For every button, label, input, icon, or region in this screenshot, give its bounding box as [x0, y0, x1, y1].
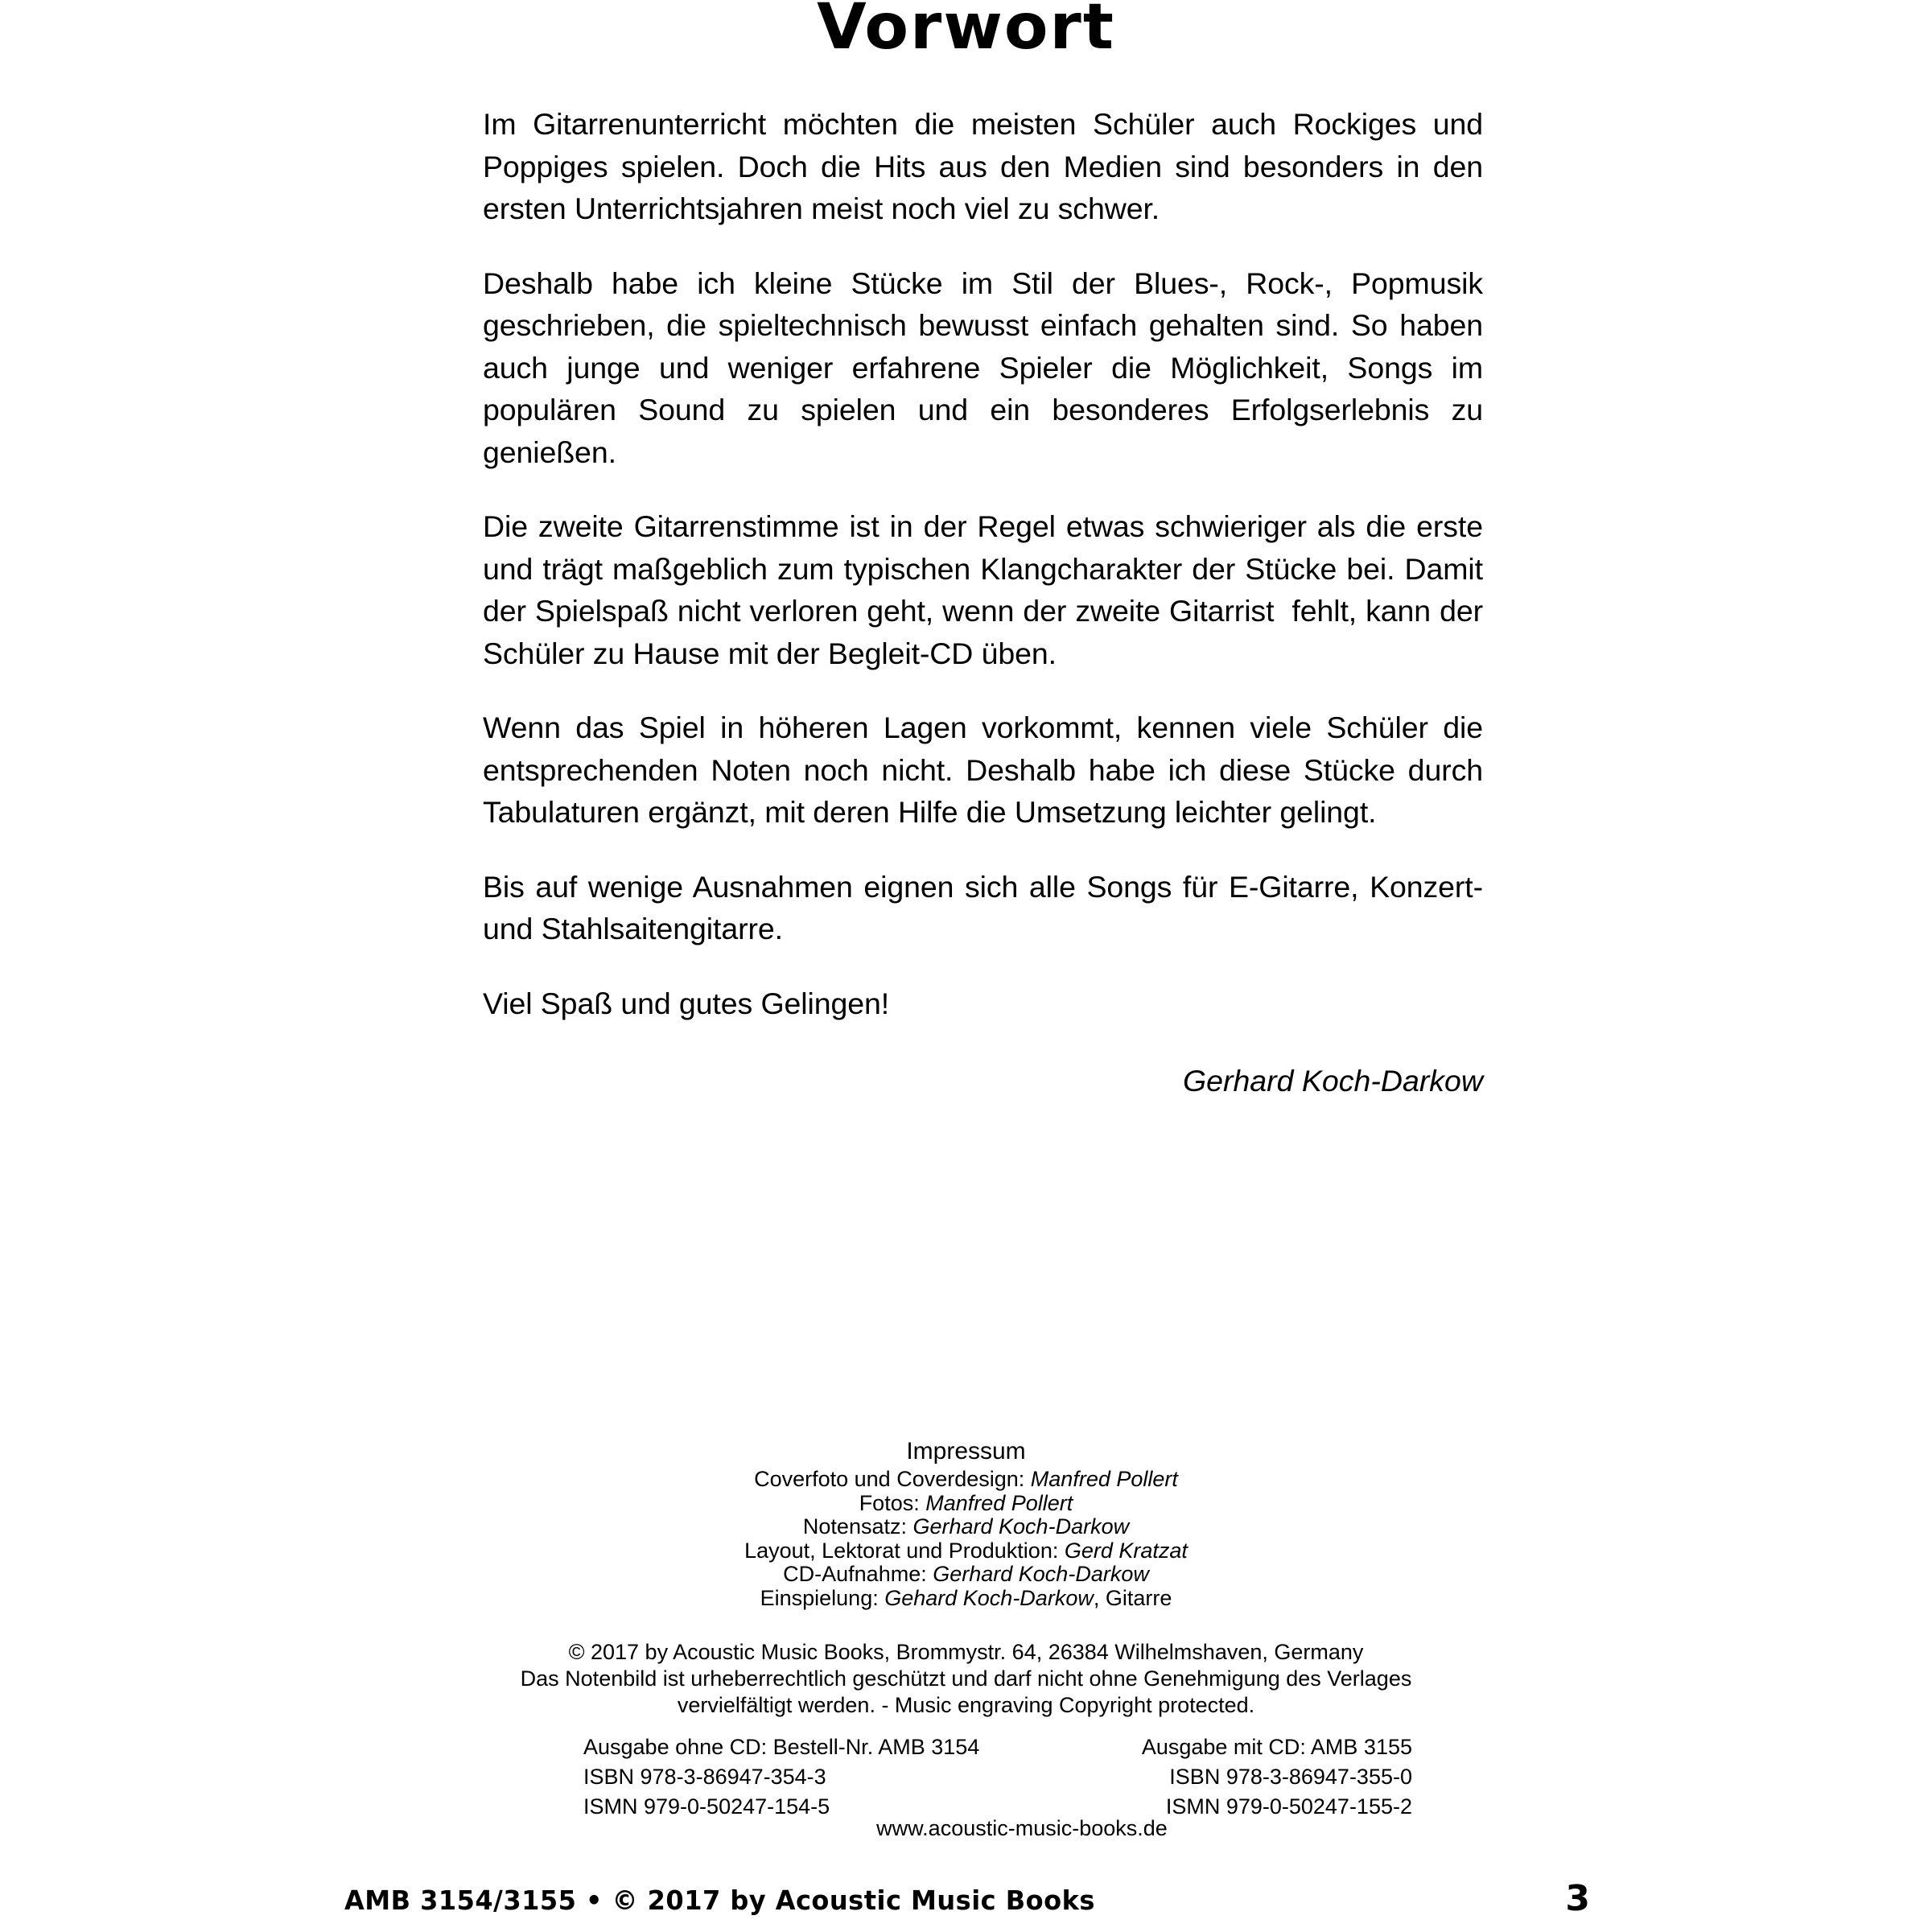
- page-title: Vorwort: [817, 0, 1115, 64]
- impressum-credit-label: CD-Aufnahme:: [783, 1562, 933, 1586]
- impressum-block: [0, 1437, 1932, 1610]
- preface-paragraph: Im Gitarrenunterricht möchten die meisten Schüler auch Rockiges und Poppiges spielen. Doch die Hits aus den Medien sind besonders in den ersten Unterrichtsjahren meist noch viel zu schwer.: [483, 107, 1492, 225]
- edition-row: [583, 1732, 1412, 1762]
- impressum-credit: [0, 1587, 1932, 1611]
- author-signature: Gerhard Koch-Darkow: [1182, 1064, 1483, 1098]
- edition-without-cd-ismn: ISMN 979-0-50247-154-5: [583, 1794, 830, 1819]
- preface-body: [483, 103, 1492, 1102]
- preface-paragraph: Deshalb habe ich kleine Stücke im Stil der Blues-, Rock-, Popmusik geschrieben, die spieltechnisch bewusst einfach gehalten sind. So haben auch junge und weniger erfahrene Spieler die Möglichkeit, Songs im populären Sound zu spielen und ein besonderes Erfolgserlebnis zu genießen.: [483, 266, 1492, 469]
- impressum-credit-name: Gehard Koch-Darkow: [884, 1585, 1094, 1610]
- impressum-credit-label: Notensatz:: [802, 1514, 913, 1539]
- impressum-heading: Impressum: [906, 1438, 1026, 1464]
- impressum-credit: [0, 1539, 1932, 1563]
- copyright-line: vervielfältigt werden. - Music engraving Copyright protected.: [677, 1693, 1255, 1717]
- edition-row: [583, 1762, 1412, 1792]
- impressum-credit: [0, 1515, 1932, 1539]
- impressum-credit-name: Gerhard Koch-Darkow: [912, 1514, 1130, 1539]
- impressum-credit: [0, 1492, 1932, 1516]
- edition-without-cd-isbn: ISBN 978-3-86947-354-3: [583, 1765, 826, 1789]
- impressum-credit-label: Layout, Lektorat und Produktion:: [744, 1538, 1065, 1563]
- editions-block: [583, 1732, 1412, 1822]
- edition-with-cd-order: Ausgabe mit CD: AMB 3155: [1141, 1735, 1412, 1759]
- impressum-credit-label: Coverfoto und Coverdesign:: [754, 1467, 1031, 1491]
- impressum-credit-name: Gerhard Koch-Darkow: [933, 1562, 1149, 1586]
- impressum-credit-name: Manfred Pollert: [925, 1490, 1073, 1515]
- impressum-credit: [0, 1468, 1932, 1492]
- edition-with-cd-isbn: ISBN 978-3-86947-355-0: [1169, 1765, 1412, 1789]
- footer-imprint: AMB 3154/3155 • © 2017 by Acoustic Music Books: [344, 1885, 1095, 1916]
- impressum-credit-label: Einspielung:: [760, 1585, 885, 1610]
- impressum-credit-name: Manfred Pollert: [1030, 1467, 1178, 1491]
- preface-paragraph: Viel Spaß und gutes Gelingen!: [483, 986, 890, 1020]
- preface-paragraph: Die zweite Gitarrenstimme ist in der Regel etwas schwieriger als die erste und trägt maßgeblich zum typischen Klangcharakter der Stücke bei. Damit der Spielspaß nicht verloren geht, wenn der zweite Gitarrist fehlt, kann der Schüler zu Hause mit der Begleit-CD üben.: [483, 509, 1492, 670]
- page-number: 3: [1565, 1878, 1590, 1919]
- preface-paragraph: Bis auf wenige Ausnahmen eignen sich alle Songs für E-Gitarre, Konzert- und Stahlsaitengitarre.: [483, 869, 1492, 945]
- preface-paragraph: Wenn das Spiel in höheren Lagen vorkommt, kennen viele Schüler die entsprechenden Noten noch nicht. Deshalb habe ich diese Stücke durch Tabulaturen ergänzt, mit deren Hilfe die Umsetzung leichter gelingt.: [483, 711, 1492, 829]
- impressum-credit: [0, 1563, 1932, 1587]
- page-footer: [0, 1860, 1932, 1919]
- impressum-credit-suffix: , Gitarre: [1093, 1585, 1172, 1610]
- impressum-credit-name: Gerd Kratzat: [1064, 1538, 1188, 1563]
- impressum-credit-label: Fotos:: [859, 1490, 926, 1515]
- publisher-website[interactable]: www.acoustic-music-books.de: [876, 1816, 1168, 1840]
- edition-without-cd-order: Ausgabe ohne CD: Bestell-Nr. AMB 3154: [583, 1735, 980, 1759]
- copyright-line: © 2017 by Acoustic Music Books, Brommystr. 64, 26384 Wilhelmshaven, Germany: [568, 1640, 1364, 1664]
- copyright-line: Das Notenbild ist urheberrechtlich geschützt und darf nicht ohne Genehmigung des Verlages: [520, 1666, 1412, 1691]
- edition-with-cd-ismn: ISMN 979-0-50247-155-2: [1165, 1794, 1412, 1819]
- copyright-block: [0, 1639, 1932, 1719]
